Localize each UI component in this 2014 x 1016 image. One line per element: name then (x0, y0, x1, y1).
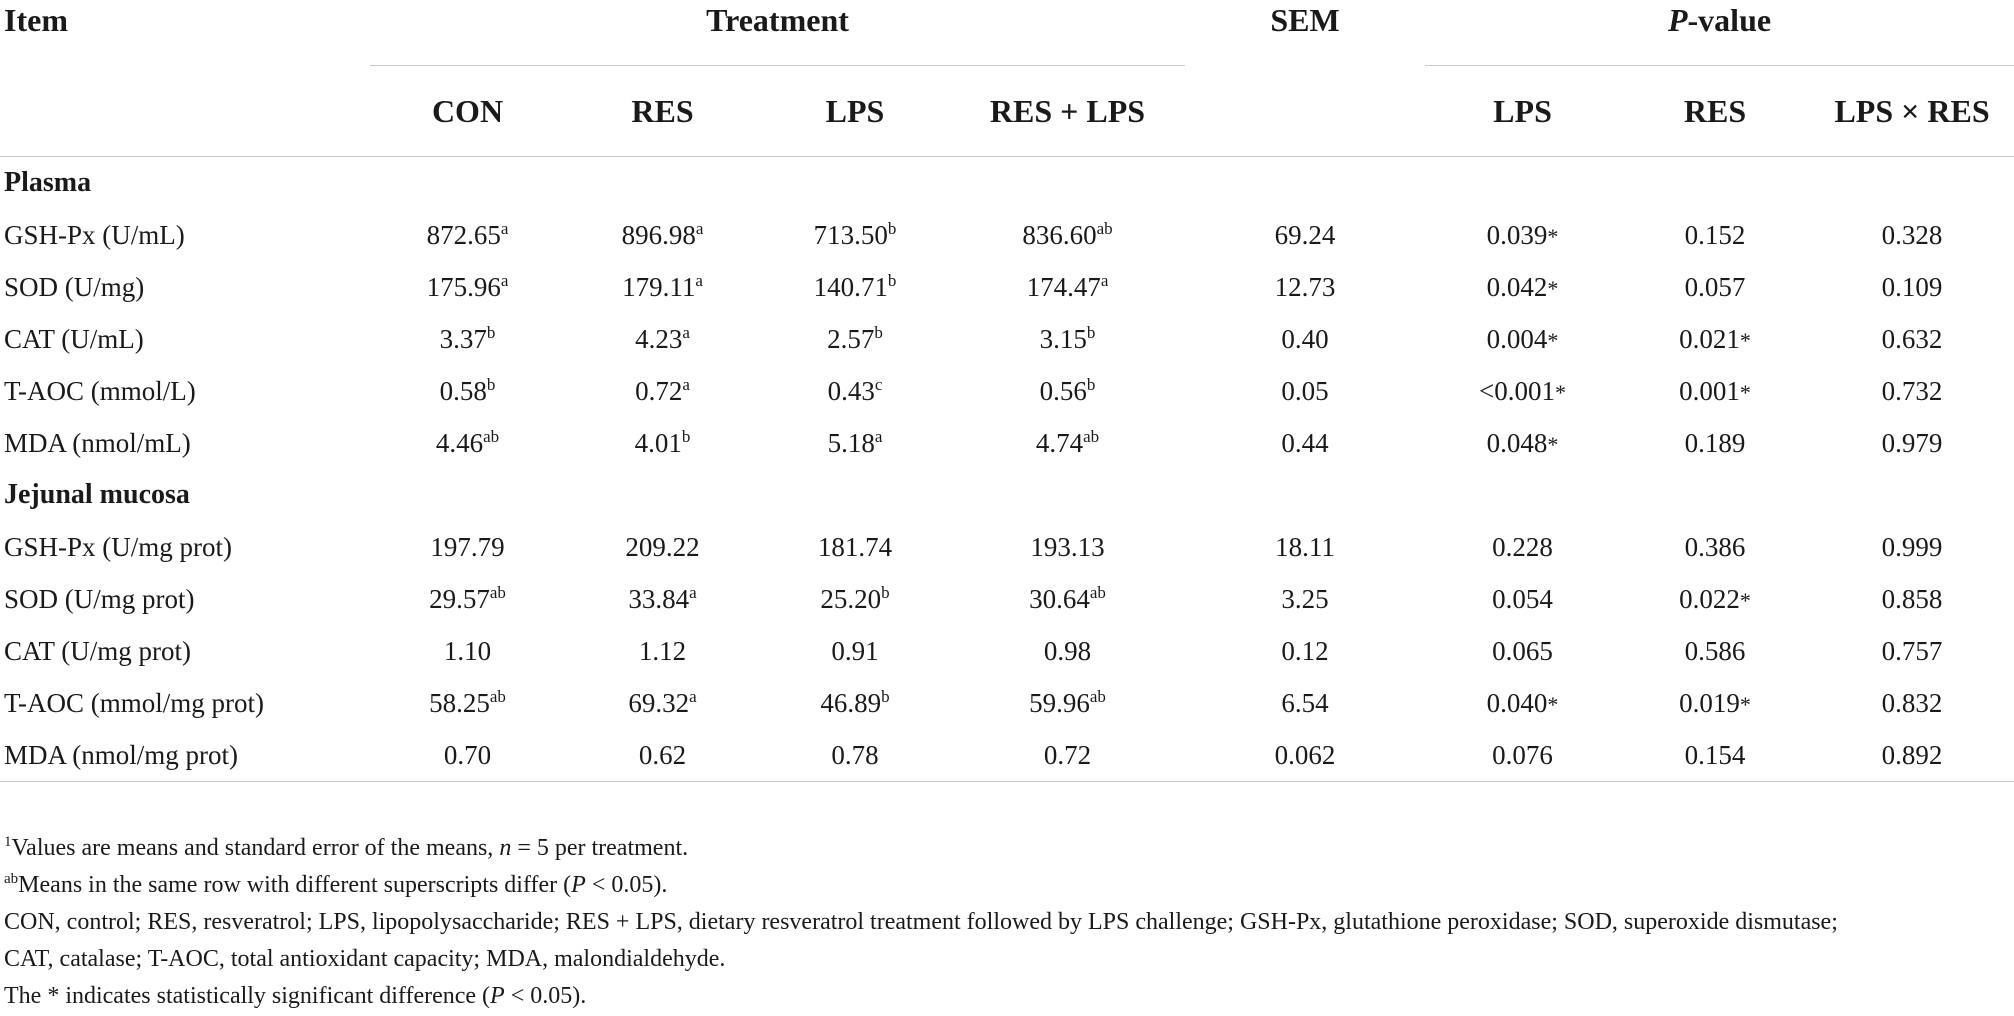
value-superscript: ab (489, 582, 506, 602)
value-cell (370, 313, 565, 365)
pvalue-cell (1810, 729, 2014, 782)
empty-cell (370, 157, 565, 210)
empty-cell (1810, 157, 2014, 210)
value-cell (760, 729, 950, 782)
col-header-p-interaction: LPS × RES (1834, 92, 1990, 129)
sem-cell: 0.062 (1185, 729, 1425, 782)
row-item-label: T-AOC (mmol/mg prot) (4, 687, 264, 718)
pvalue-suffix: -value (1687, 2, 1772, 38)
pvalue-number: 0.022 (1679, 583, 1740, 614)
value-number: 58.25 (429, 687, 490, 718)
pvalue-cell (1810, 417, 2014, 469)
value-number: 29.57 (429, 583, 490, 614)
footnote-sig-text-end: < 0.05). (504, 983, 587, 1009)
value-cell (565, 365, 760, 417)
pvalue-cell (1425, 625, 1620, 677)
value-cell (950, 573, 1185, 625)
pvalue-number: 0.999 (1881, 531, 1943, 562)
value-cell (565, 313, 760, 365)
value-superscript: ab (483, 426, 500, 446)
table-row (0, 521, 2014, 573)
value-number: 181.74 (817, 531, 893, 562)
value-superscript: b (486, 374, 496, 394)
value-cell (370, 365, 565, 417)
sem-cell: 12.73 (1274, 271, 1336, 302)
row-item-label: SOD (U/mg) (4, 271, 145, 302)
value-cell (760, 677, 950, 729)
pvalue-cell (1810, 677, 2014, 729)
value-superscript: b (874, 322, 883, 342)
section-title: Jejunal mucosa (4, 479, 190, 510)
pvalue-cell (1810, 573, 2014, 625)
value-number: 5.18 (827, 427, 875, 458)
pvalue-number: 0.152 (1684, 219, 1746, 250)
pvalue-cell (1810, 209, 2014, 261)
value-superscript: ab (1096, 218, 1113, 238)
value-number: 0.56 (1039, 375, 1087, 406)
col-header-lps: LPS (825, 92, 885, 129)
pvalue-cell (1620, 417, 1810, 469)
row-item-label: GSH-Px (U/mL) (4, 219, 185, 250)
value-cell (760, 261, 950, 313)
value-cell (370, 677, 565, 729)
value-cell (760, 209, 950, 261)
pvalue-number: 0.109 (1881, 271, 1943, 302)
footnotes (4, 830, 2004, 1015)
pvalue-number: 0.048 (1486, 427, 1548, 458)
value-cell (565, 261, 760, 313)
pvalue-cell (1810, 261, 2014, 313)
value-cell (950, 365, 1185, 417)
empty-cell (1185, 157, 1425, 210)
pvalue-cell (1620, 521, 1810, 573)
footnote-2-marker: ab (4, 871, 19, 887)
pvalue-cell (1810, 521, 2014, 573)
value-number: 836.60 (1022, 219, 1097, 250)
pvalue-cell (1620, 625, 1810, 677)
value-number: 1.12 (638, 635, 687, 666)
value-cell (760, 521, 950, 573)
value-superscript: a (695, 270, 703, 290)
value-cell (950, 521, 1185, 573)
pvalue-number: 0.054 (1492, 583, 1553, 614)
section-title: Plasma (4, 167, 92, 198)
value-cell (760, 625, 950, 677)
pvalue-cell (1620, 313, 1810, 365)
treatment-header: Treatment (370, 0, 1185, 66)
value-cell (950, 209, 1185, 261)
value-number: 0.72 (635, 375, 683, 406)
pvalue-cell (1620, 209, 1810, 261)
footnote-sig-text: The * indicates statistically significant difference ( (4, 983, 491, 1009)
value-number: 140.71 (813, 271, 888, 302)
value-number: 30.64 (1029, 583, 1090, 614)
empty-header-cell (0, 66, 370, 157)
value-number: 69.32 (628, 687, 690, 718)
value-cell (760, 417, 950, 469)
pvalue-number: 0.042 (1486, 271, 1548, 302)
value-number: 174.47 (1026, 271, 1101, 302)
sem-cell: 0.12 (1281, 635, 1329, 666)
pvalue-cell (1425, 521, 1620, 573)
value-superscript: a (682, 374, 690, 394)
value-number: 4.74 (1035, 427, 1084, 458)
value-cell (565, 209, 760, 261)
pvalue-number: 0.892 (1881, 739, 1943, 770)
value-number: 1.10 (443, 635, 492, 666)
footnote-2 (4, 867, 2004, 904)
empty-header-cell (1185, 66, 1425, 157)
footnote-2-p: P (571, 872, 586, 898)
value-number: 4.46 (435, 427, 484, 458)
footnote-2-text: Means in the same row with different superscripts differ ( (18, 872, 572, 898)
pvalue-cell (1620, 573, 1810, 625)
significance-star: * (1547, 327, 1559, 353)
table-row (0, 625, 2014, 677)
sem-cell: 0.44 (1281, 427, 1329, 458)
empty-cell (760, 157, 950, 210)
pvalue-number: <0.001 (1479, 375, 1555, 406)
value-cell (565, 417, 760, 469)
footnote-1-n: n (499, 835, 512, 861)
value-superscript: a (1100, 270, 1109, 290)
empty-cell (370, 469, 565, 521)
pvalue-number: 0.189 (1684, 427, 1746, 458)
section-row (0, 469, 2014, 521)
pvalue-cell (1620, 261, 1810, 313)
sem-header: SEM (1270, 2, 1340, 38)
value-number: 0.70 (443, 739, 492, 770)
pvalue-cell (1425, 261, 1620, 313)
value-number: 0.98 (1043, 635, 1092, 666)
value-number: 209.22 (625, 531, 700, 562)
pvalue-number: 0.039 (1486, 219, 1548, 250)
value-superscript: ab (1089, 686, 1106, 706)
pvalue-cell (1425, 209, 1620, 261)
pvalue-number: 0.979 (1881, 427, 1943, 458)
row-item-label: MDA (nmol/mg prot) (0, 729, 370, 782)
footnote-2-text-end: < 0.05). (585, 872, 668, 898)
row-item-label: CAT (U/mL) (4, 323, 144, 354)
value-number: 0.58 (439, 375, 487, 406)
pvalue-number: 0.001 (1679, 375, 1740, 406)
col-header-res: RES (631, 92, 694, 129)
value-number: 713.50 (813, 219, 888, 250)
value-superscript: b (1086, 374, 1096, 394)
empty-cell (1620, 469, 1810, 521)
item-header: Item (4, 2, 68, 38)
row-item-label: SOD (U/mg prot) (4, 583, 195, 614)
header-row-top (0, 0, 2014, 66)
empty-cell (565, 469, 760, 521)
sem-cell: 69.24 (1274, 219, 1336, 250)
value-number: 4.01 (634, 427, 682, 458)
footnote-1-marker: 1 (4, 834, 12, 850)
value-cell (370, 573, 565, 625)
value-cell (565, 729, 760, 782)
empty-cell (1425, 469, 1620, 521)
value-number: 3.15 (1039, 323, 1087, 354)
value-number: 25.20 (820, 583, 882, 614)
row-item-label: CAT (U/mg prot) (4, 635, 191, 666)
pvalue-header (1425, 0, 2014, 66)
value-cell (950, 729, 1185, 782)
pvalue-number: 0.004 (1486, 323, 1548, 354)
pvalue-p: P (1667, 2, 1688, 38)
pvalue-number: 0.386 (1684, 531, 1746, 562)
value-superscript: b (681, 426, 691, 446)
value-cell (370, 261, 565, 313)
value-number: 46.89 (820, 687, 882, 718)
pvalue-cell (1425, 365, 1620, 417)
value-superscript: b (486, 322, 496, 342)
value-number: 872.65 (426, 219, 501, 250)
col-header-p-lps: LPS (1493, 92, 1552, 129)
value-superscript: ab (1089, 582, 1106, 602)
pvalue-cell (1620, 729, 1810, 782)
pvalue-number: 0.228 (1492, 531, 1553, 562)
value-superscript: a (500, 270, 509, 290)
row-item-label: T-AOC (mmol/L) (4, 375, 196, 406)
value-number: 0.91 (831, 635, 879, 666)
value-number: 3.37 (439, 323, 487, 354)
footnote-significance (4, 978, 2004, 1015)
footnote-abbrev-2: CAT, catalase; T-AOC, total antioxidant capacity; MDA, malondialdehyde. (4, 946, 726, 972)
footnote-sig-p: P (490, 983, 505, 1009)
value-cell (950, 261, 1185, 313)
table-body (0, 157, 2014, 782)
pvalue-cell (1810, 313, 2014, 365)
header-row-sub (0, 66, 2014, 157)
significance-star: * (1739, 327, 1751, 353)
value-number: 179.11 (622, 271, 696, 302)
value-number: 896.98 (621, 219, 696, 250)
pvalue-cell (1810, 365, 2014, 417)
pvalue-cell (1425, 313, 1620, 365)
section-row (0, 157, 2014, 210)
value-number: 0.62 (638, 739, 687, 770)
empty-cell (950, 469, 1185, 521)
table-row (0, 209, 2014, 261)
pvalue-number: 0.632 (1881, 323, 1943, 354)
pvalue-number: 0.065 (1492, 635, 1553, 666)
table-row (0, 365, 2014, 417)
footnote-1-text-end: = 5 per treatment. (511, 835, 689, 861)
pvalue-cell (1425, 573, 1620, 625)
value-cell (760, 573, 950, 625)
empty-cell (1810, 469, 2014, 521)
significance-star: * (1739, 691, 1751, 717)
footnote-1 (4, 830, 2004, 867)
value-superscript: a (682, 322, 690, 342)
value-superscript: a (689, 582, 697, 602)
value-superscript: a (689, 686, 697, 706)
value-cell (370, 625, 565, 677)
value-number: 193.13 (1030, 531, 1105, 562)
table-row (0, 313, 2014, 365)
pvalue-number: 0.757 (1881, 635, 1943, 666)
col-header-res-lps: RES + LPS (989, 92, 1146, 129)
row-item-label: GSH-Px (U/mg prot) (4, 531, 232, 562)
sem-cell: 0.40 (1281, 323, 1329, 354)
value-cell (370, 417, 565, 469)
value-cell (760, 313, 950, 365)
significance-star: * (1547, 223, 1559, 249)
value-superscript: a (695, 218, 704, 238)
value-superscript: b (1086, 322, 1096, 342)
value-number: 4.23 (635, 323, 683, 354)
value-cell (950, 313, 1185, 365)
significance-star: * (1739, 587, 1751, 613)
pvalue-number: 0.021 (1679, 323, 1740, 354)
value-cell (565, 573, 760, 625)
pvalue-number: 0.832 (1881, 687, 1943, 718)
value-superscript: b (887, 270, 897, 290)
pvalue-number: 0.586 (1684, 635, 1746, 666)
footnote-abbrev-1: CON, control; RES, resveratrol; LPS, lipopolysaccharide; RES + LPS, dietary resveratrol treatment followed by LPS challenge; GSH-Px, glutathione peroxidase; SOD, superoxide dismutase; (4, 909, 1838, 935)
empty-cell (950, 157, 1185, 210)
value-superscript: ab (489, 686, 506, 706)
significance-star: * (1547, 691, 1559, 717)
pvalue-cell (1620, 365, 1810, 417)
value-number: 0.43 (827, 375, 875, 406)
col-header-con: CON (431, 92, 504, 129)
value-superscript: b (881, 582, 890, 602)
value-number: 2.57 (827, 323, 875, 354)
significance-star: * (1547, 431, 1559, 457)
col-header-p-res: RES (1683, 92, 1747, 129)
value-cell (950, 417, 1185, 469)
pvalue-number: 0.154 (1684, 739, 1746, 770)
value-cell (565, 677, 760, 729)
table-row (0, 261, 2014, 313)
value-superscript: ab (1083, 426, 1100, 446)
pvalue-number: 0.057 (1684, 271, 1746, 302)
value-number: 59.96 (1029, 687, 1090, 718)
pvalue-cell (1425, 417, 1620, 469)
value-superscript: a (874, 426, 883, 446)
table-row (0, 573, 2014, 625)
value-cell (370, 209, 565, 261)
value-number: 0.78 (831, 739, 879, 770)
value-cell (565, 521, 760, 573)
pvalue-number: 0.076 (1492, 739, 1553, 770)
value-superscript: b (887, 218, 897, 238)
value-number: 197.79 (430, 531, 505, 562)
sem-cell: 0.05 (1281, 375, 1329, 406)
pvalue-cell (1425, 729, 1620, 782)
empty-cell (1425, 157, 1620, 210)
value-number: 33.84 (628, 583, 690, 614)
table-row (0, 729, 2014, 782)
empty-cell (760, 469, 950, 521)
pvalue-number: 0.019 (1679, 687, 1740, 718)
pvalue-cell (1810, 625, 2014, 677)
value-superscript: a (500, 218, 509, 238)
value-cell (760, 365, 950, 417)
value-superscript: b (881, 686, 890, 706)
empty-cell (1185, 469, 1425, 521)
pvalue-cell (1620, 677, 1810, 729)
significance-star: * (1739, 379, 1751, 405)
value-number: 0.72 (1043, 739, 1092, 770)
sem-cell: 18.11 (1275, 531, 1335, 562)
empty-cell (1620, 157, 1810, 210)
table-row (0, 417, 2014, 469)
value-cell (950, 625, 1185, 677)
value-superscript: c (874, 374, 883, 394)
sem-cell: 3.25 (1281, 583, 1329, 614)
value-cell (950, 677, 1185, 729)
value-cell (370, 521, 565, 573)
table-row (0, 677, 2014, 729)
significance-star: * (1547, 275, 1559, 301)
row-item-label: MDA (nmol/mL) (4, 427, 191, 458)
empty-cell (565, 157, 760, 210)
pvalue-number: 0.328 (1881, 219, 1943, 250)
pvalue-number: 0.858 (1881, 583, 1943, 614)
pvalue-number: 0.732 (1881, 375, 1943, 406)
value-cell (565, 625, 760, 677)
significance-star: * (1555, 379, 1566, 405)
sem-cell: 6.54 (1281, 687, 1329, 718)
value-number: 175.96 (426, 271, 501, 302)
value-cell (370, 729, 565, 782)
pvalue-cell (1425, 677, 1620, 729)
pvalue-number: 0.040 (1486, 687, 1548, 718)
footnote-1-text: Values are means and standard error of the means, (11, 835, 500, 861)
